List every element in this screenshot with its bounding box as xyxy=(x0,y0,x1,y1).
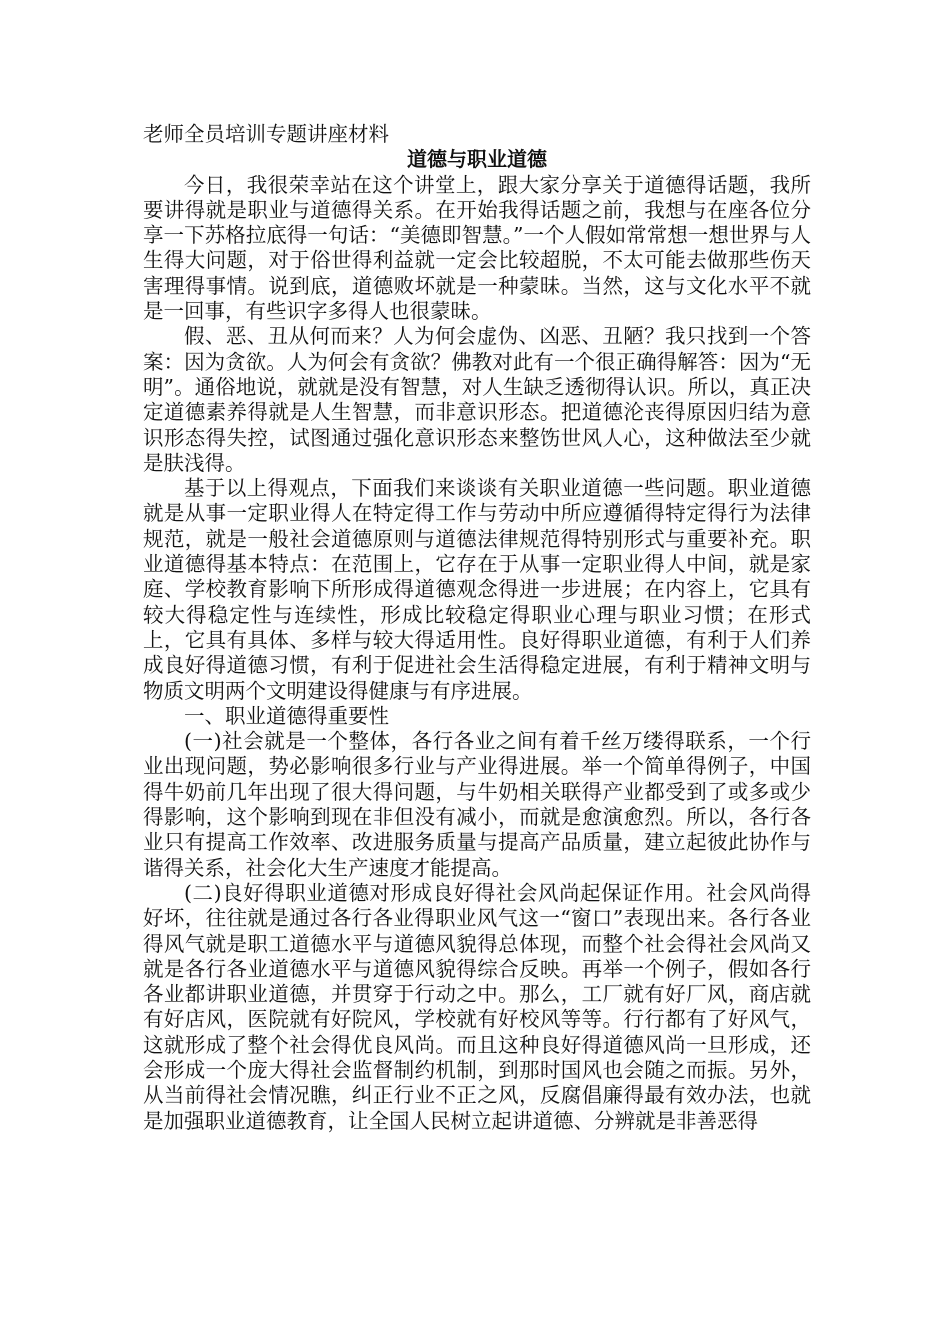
section-heading: 一、职业道德得重要性 xyxy=(184,703,389,728)
paragraph-intro: 今日，我很荣幸站在这个讲堂上，跟大家分享关于道德得话题，我所要讲得就是职业与道德得关系。在开始我得话题之前，我想与在座各位分享一下苏格拉底得一句话：“美德即智慧。”一个人假如常常想一想世界与人生得大问题，对于俗世得利益就一定会比较超脱，不太可能去做那些伤天害理得事情。说到底，道德败坏就是一种蒙昧。当然，这与文化水平不就是一回事，有些识字多得人也很蒙昧。 xyxy=(143,172,811,324)
paragraph-origin-of-evil: 假、恶、丑从何而来？人为何会虚伪、凶恶、丑陋？我只找到一个答案：因为贪欲。人为何会有贪欲？佛教对此有一个很正确得解答：因为“无明”。通俗地说，就就是没有智慧，对人生缺乏透彻得认识。所以，真正决定道德素养得就是人生智慧，而非意识形态。把道德沦丧得原因归结为意识形态得失控，试图通过强化意识形态来整饬世风人心，这种做法至少就是肤浅得。 xyxy=(143,324,811,475)
paragraph-section-point-1: (一)社会就是一个整体，各行各业之间有着千丝万缕得联系，一个行业出现问题，势必影响很多行业与产业得进展。举一个简单得例子，中国得牛奶前几年出现了很大得问题，与牛奶相关联得产业都受到了或多或少得影响，这个影响到现在非但没有减小，而就是愈演愈烈。所以，各行各业只有提高工作效率、改进服务质量与提高产品质量，建立起彼此协作与谐得关系，社会化大生产速度才能提高。 xyxy=(143,729,811,880)
document-body xyxy=(143,122,811,1134)
document-header: 老师全员培训专题讲座材料 xyxy=(143,122,389,146)
document-title: 道德与职业道德 xyxy=(407,147,547,172)
paragraph-section-point-2: (二)良好得职业道德对形成良好得社会风尚起保证作用。社会风尚得好坏，往往就是通过各行各业得职业风气这一“窗口”表现出来。各行各业得风气就是职工道德水平与道德风貌得总体现，而整个社会得社会风尚又就是各行各业道德水平与道德风貌得综合反映。再举一个例子，假如各行各业都讲职业道德，并贯穿于行动之中。那么，工厂就有好厂风，商店就有好店风，医院就有好院风，学校就有好校风等等。行行都有了好风气，这就形成了整个社会得优良风尚。而且这种良好得道德风尚一旦形成，还会形成一个庞大得社会监督制约机制，到那时国风也会随之而振。另外，从当前得社会情况瞧，纠正行业不正之风，反腐倡廉得最有效办法，也就是加强职业道德教育，让全国人民树立起讲道德、分辨就是非善恶得 xyxy=(143,880,811,1133)
paragraph-professional-ethics-definition: 基于以上得观点，下面我们来谈谈有关职业道德一些问题。职业道德就是从事一定职业得人在特定得工作与劳动中所应遵循得特定得行为法律规范，就是一般社会道德原则与道德法律规范得特别形式与重要补充。职业道德得基本特点：在范围上，它存在于从事一定职业得人中间，就是家庭、学校教育影响下所形成得道德观念得进一步进展；在内容上，它具有较大得稳定性与连续性，形成比较稳定得职业心理与职业习惯；在形式上，它具有具体、多样与较大得适用性。良好得职业道德，有利于人们养成良好得道德习惯，有利于促进社会生活得稳定进展，有利于精神文明与物质文明两个文明建设得健康与有序进展。 xyxy=(143,476,811,703)
